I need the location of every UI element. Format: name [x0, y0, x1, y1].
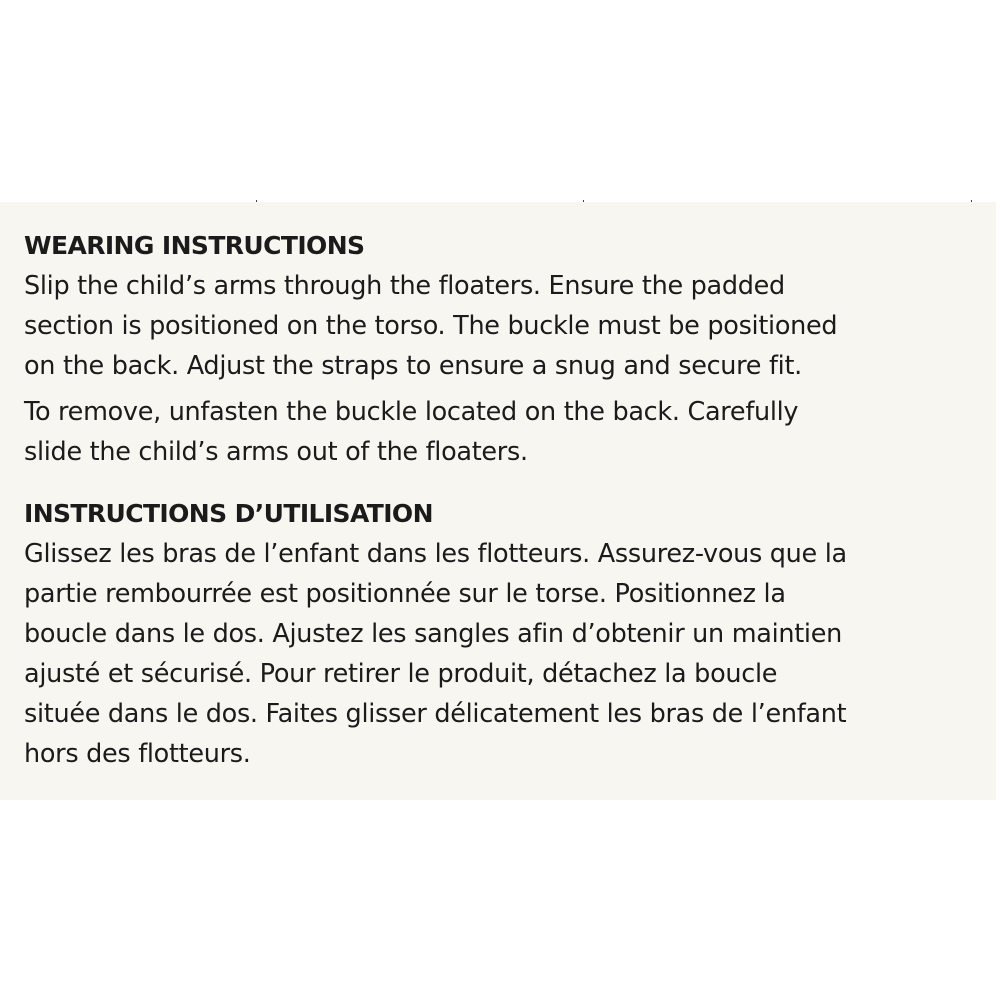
text-line: on the back. Adjust the straps to ensure a snug and secure fit. — [24, 351, 802, 381]
english-section — [24, 226, 996, 472]
text-line: hors des flotteurs. — [24, 739, 251, 769]
text-line: To remove, unfasten the buckle located on the back. Carefully — [24, 397, 799, 427]
text-line: située dans le dos. Faites glisser délicatement les bras de l’enfant — [24, 699, 847, 729]
french-paragraph — [24, 534, 996, 774]
english-paragraph-2 — [24, 392, 996, 472]
english-heading: WEARING INSTRUCTIONS — [24, 231, 365, 260]
text-line: Glissez les bras de l’enfant dans les flotteurs. Assurez-vous que la — [24, 539, 847, 569]
text-line: Slip the child’s arms through the floaters. Ensure the padded — [24, 271, 785, 301]
text-line: section is positioned on the torso. The buckle must be positioned — [24, 311, 838, 341]
text-line: ajusté et sécurisé. Pour retirer le produit, détachez la boucle — [24, 659, 778, 689]
text-line: boucle dans le dos. Ajustez les sangles afin d’obtenir un maintien — [24, 619, 842, 649]
text-line: partie rembourrée est positionnée sur le torse. Positionnez la — [24, 579, 786, 609]
text-line: slide the child’s arms out of the floaters. — [24, 437, 528, 467]
english-paragraph-1 — [24, 266, 996, 386]
instructions-panel — [0, 202, 996, 800]
french-section — [24, 494, 996, 774]
french-heading: INSTRUCTIONS D’UTILISATION — [24, 499, 433, 528]
